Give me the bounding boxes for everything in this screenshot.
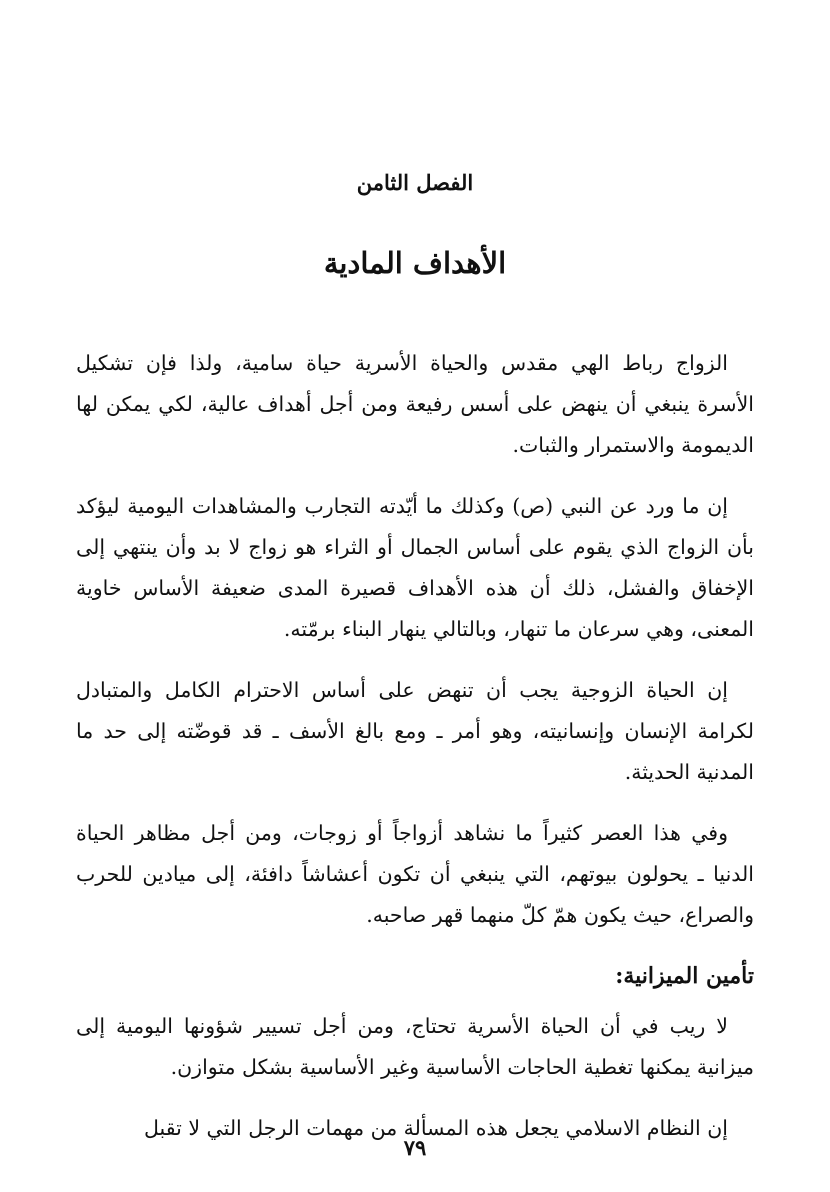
paragraph-5: لا ريب في أن الحياة الأسرية تحتاج، ومن أجل تسيير شؤونها اليومية إلى ميزانية يمكنها تغطية الحاجات الأساسية وغير الأساسية بشكل متوازن. — [76, 1014, 754, 1079]
chapter-label: الفصل الثامن — [356, 170, 474, 195]
page-number: ٧٩ — [403, 1135, 427, 1160]
paragraph-3: إن الحياة الزوجية يجب أن تنهض على أساس الاحترام الكامل والمتبادل لكرامة الإنسان وإنسانيته، وهو أمر ـ ومع بالغ الأسف ـ قد قوضّته إلى حد ما المدنية الحديثة. — [76, 678, 754, 784]
section-heading: تأمين الميزانية: — [615, 963, 754, 989]
chapter-title: الأهداف المادية — [323, 246, 507, 280]
paragraph-2: إن ما ورد عن النبي (ص) وكذلك ما أيّدته التجارب والمشاهدات اليومية ليؤكد بأن الزواج الذي يقوم على أساس الجمال أو الثراء هو زواج لا بد وأن ينتهي إلى الإخفاق والفشل، ذلك أن هذه الأهداف قصيرة المدى ضعيفة الأساس خاوية المعنى، وهي سرعان ما تنهار، وبالتالي ينهار البناء برمّته. — [76, 494, 754, 641]
paragraph-1: الزواج رباط الهي مقدس والحياة الأسرية حياة سامية، ولذا فإن تشكيل الأسرة ينبغي أن ينهض على أسس رفيعة ومن أجل أهداف عالية، لكي يمكن لها الديمومة والاستمرار والثبات. — [76, 351, 754, 457]
paragraph-4: وفي هذا العصر كثيراً ما نشاهد أزواجاً أو زوجات، ومن أجل مظاهر الحياة الدنيا ـ يحولون بيوتهم، التي ينبغي أن تكون أعشاشاً دافئة، إلى ميادين للحرب والصراع، حيث يكون همّ كلّ منهما قهر صاحبه. — [76, 821, 754, 927]
paragraph-6: إن النظام الاسلامي يجعل هذه المسألة من مهمات الرجل التي لا تقبل — [144, 1116, 728, 1140]
page-body — [76, 343, 754, 1149]
